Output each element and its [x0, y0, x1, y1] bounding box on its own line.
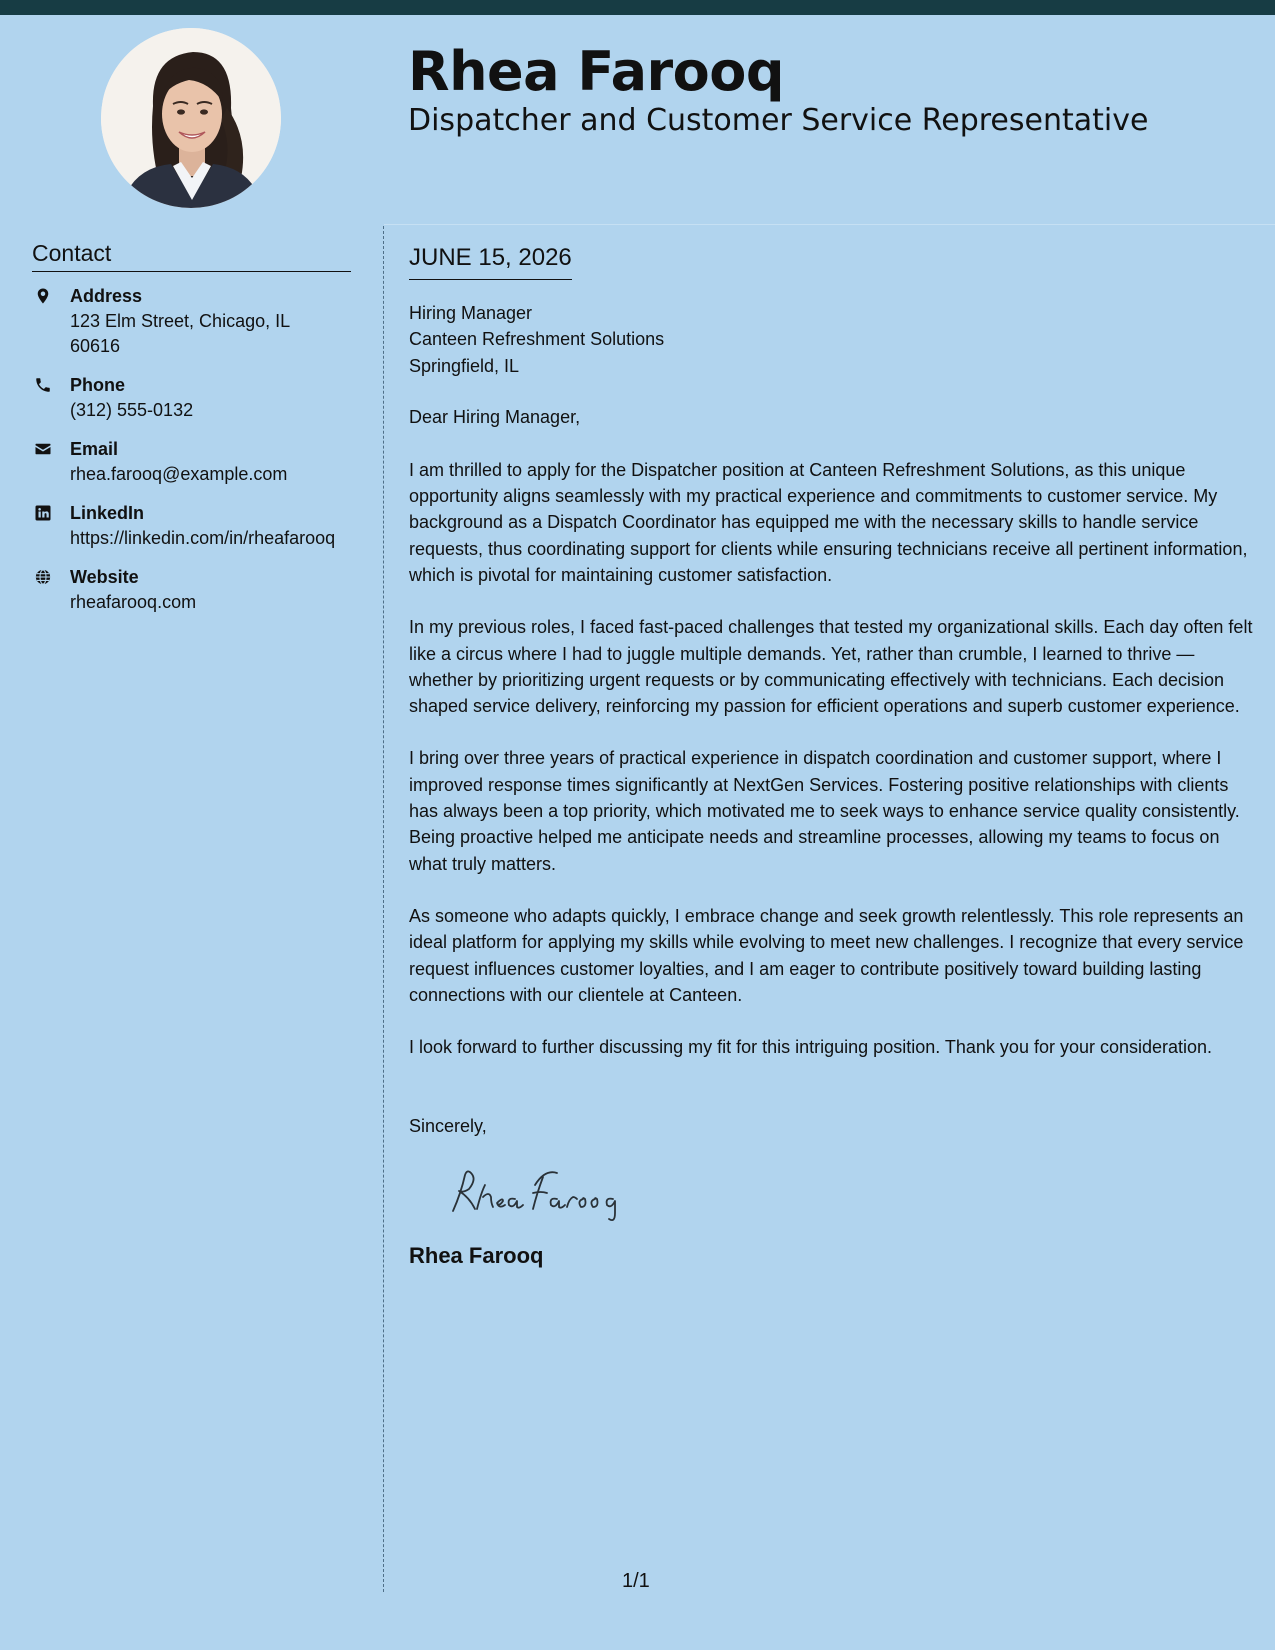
handwritten-signature — [447, 1163, 1255, 1223]
portrait-image — [101, 28, 281, 208]
contact-value-address: 123 Elm Street, Chicago, IL 60616 — [70, 310, 290, 356]
recipient-location: Springfield, IL — [409, 355, 520, 376]
envelope-icon — [32, 437, 70, 487]
top-bar — [0, 0, 1275, 15]
contact-label-phone: Phone — [70, 374, 126, 395]
contact-value-website[interactable]: rheafarooq.com — [70, 591, 197, 612]
linkedin-icon — [32, 501, 70, 551]
salutation: Dear Hiring Manager, — [409, 407, 581, 428]
letter-date: JUNE 15, 2026 — [409, 244, 572, 280]
contact-value-phone[interactable]: (312) 555-0132 — [70, 399, 194, 420]
column-divider — [383, 226, 384, 1592]
applicant-name: Rhea Farooq — [408, 40, 785, 103]
contact-item-phone — [32, 373, 351, 423]
contact-list — [32, 284, 351, 615]
profile-photo — [101, 28, 281, 208]
phone-icon — [32, 373, 70, 423]
letter-paragraph: I bring over three years of practical experience in dispatch coordination and customer support, where I improved response times significantly at NextGen Services. Fostering positive relationships with clients has always been a top priority, which motivated me to seek ways to enhance service quality consistently. Being proactive helped me anticipate needs and streamline processes, allowing my teams to focus on what truly matters. — [409, 748, 1240, 874]
contact-item-email — [32, 437, 351, 487]
page-number: 1/1 — [622, 1570, 650, 1592]
recipient-company: Canteen Refreshment Solutions — [409, 329, 665, 350]
recipient-block — [409, 300, 1255, 380]
letter-paragraph: As someone who adapts quickly, I embrace change and seek growth relentlessly. This role represents an ideal platform for applying my skills while evolving to meet new challenges. I recognize that every service request influences customer loyalties, and I am eager to contribute positively toward building lasting connections with our clientele at Canteen. — [409, 905, 1244, 1005]
signer-name: Rhea Farooq — [409, 1243, 544, 1269]
contact-label-email: Email — [70, 438, 119, 459]
header-divider — [384, 224, 1275, 225]
cover-letter — [409, 244, 1255, 1269]
contact-value-linkedin[interactable]: https://linkedin.com/in/rheafarooq — [70, 527, 336, 548]
contact-sidebar — [32, 240, 351, 629]
contact-label-website: Website — [70, 566, 139, 587]
contact-heading: Contact — [32, 240, 351, 272]
letter-paragraph: I look forward to further discussing my fit for this intriguing position. Thank you for your consideration. — [409, 1037, 1213, 1058]
contact-label-address: Address — [70, 285, 143, 306]
letter-paragraph: In my previous roles, I faced fast-paced challenges that tested my organizational skills. Each day often felt like a circus where I had to juggle multiple demands. Yet, rather than crumble, I learned to thrive — whether by prioritizing urgent requests or by communicating effectively with technicians. Each decision shaped service delivery, reinforcing my passion for efficient operations and superb customer experience. — [409, 617, 1253, 717]
closing: Sincerely, — [409, 1116, 487, 1137]
map-pin-icon — [32, 284, 70, 359]
applicant-title: Dispatcher and Customer Service Representative — [408, 103, 1149, 138]
contact-item-address — [32, 284, 351, 359]
contact-label-linkedin: LinkedIn — [70, 502, 145, 523]
contact-value-email[interactable]: rhea.farooq@example.com — [70, 463, 288, 484]
globe-icon — [32, 565, 70, 615]
letter-paragraph: I am thrilled to apply for the Dispatcher position at Canteen Refreshment Solutions, as this unique opportunity aligns seamlessly with my practical experience and commitments to customer service. My background as a Dispatch Coordinator has equipped me with the necessary skills to handle service requests, thus coordinating support for clients while ensuring technicians receive all pertinent information, which is pivotal for maintaining customer satisfaction. — [409, 459, 1248, 585]
contact-item-linkedin — [32, 501, 351, 551]
contact-item-website — [32, 565, 351, 615]
recipient-name: Hiring Manager — [409, 302, 533, 323]
